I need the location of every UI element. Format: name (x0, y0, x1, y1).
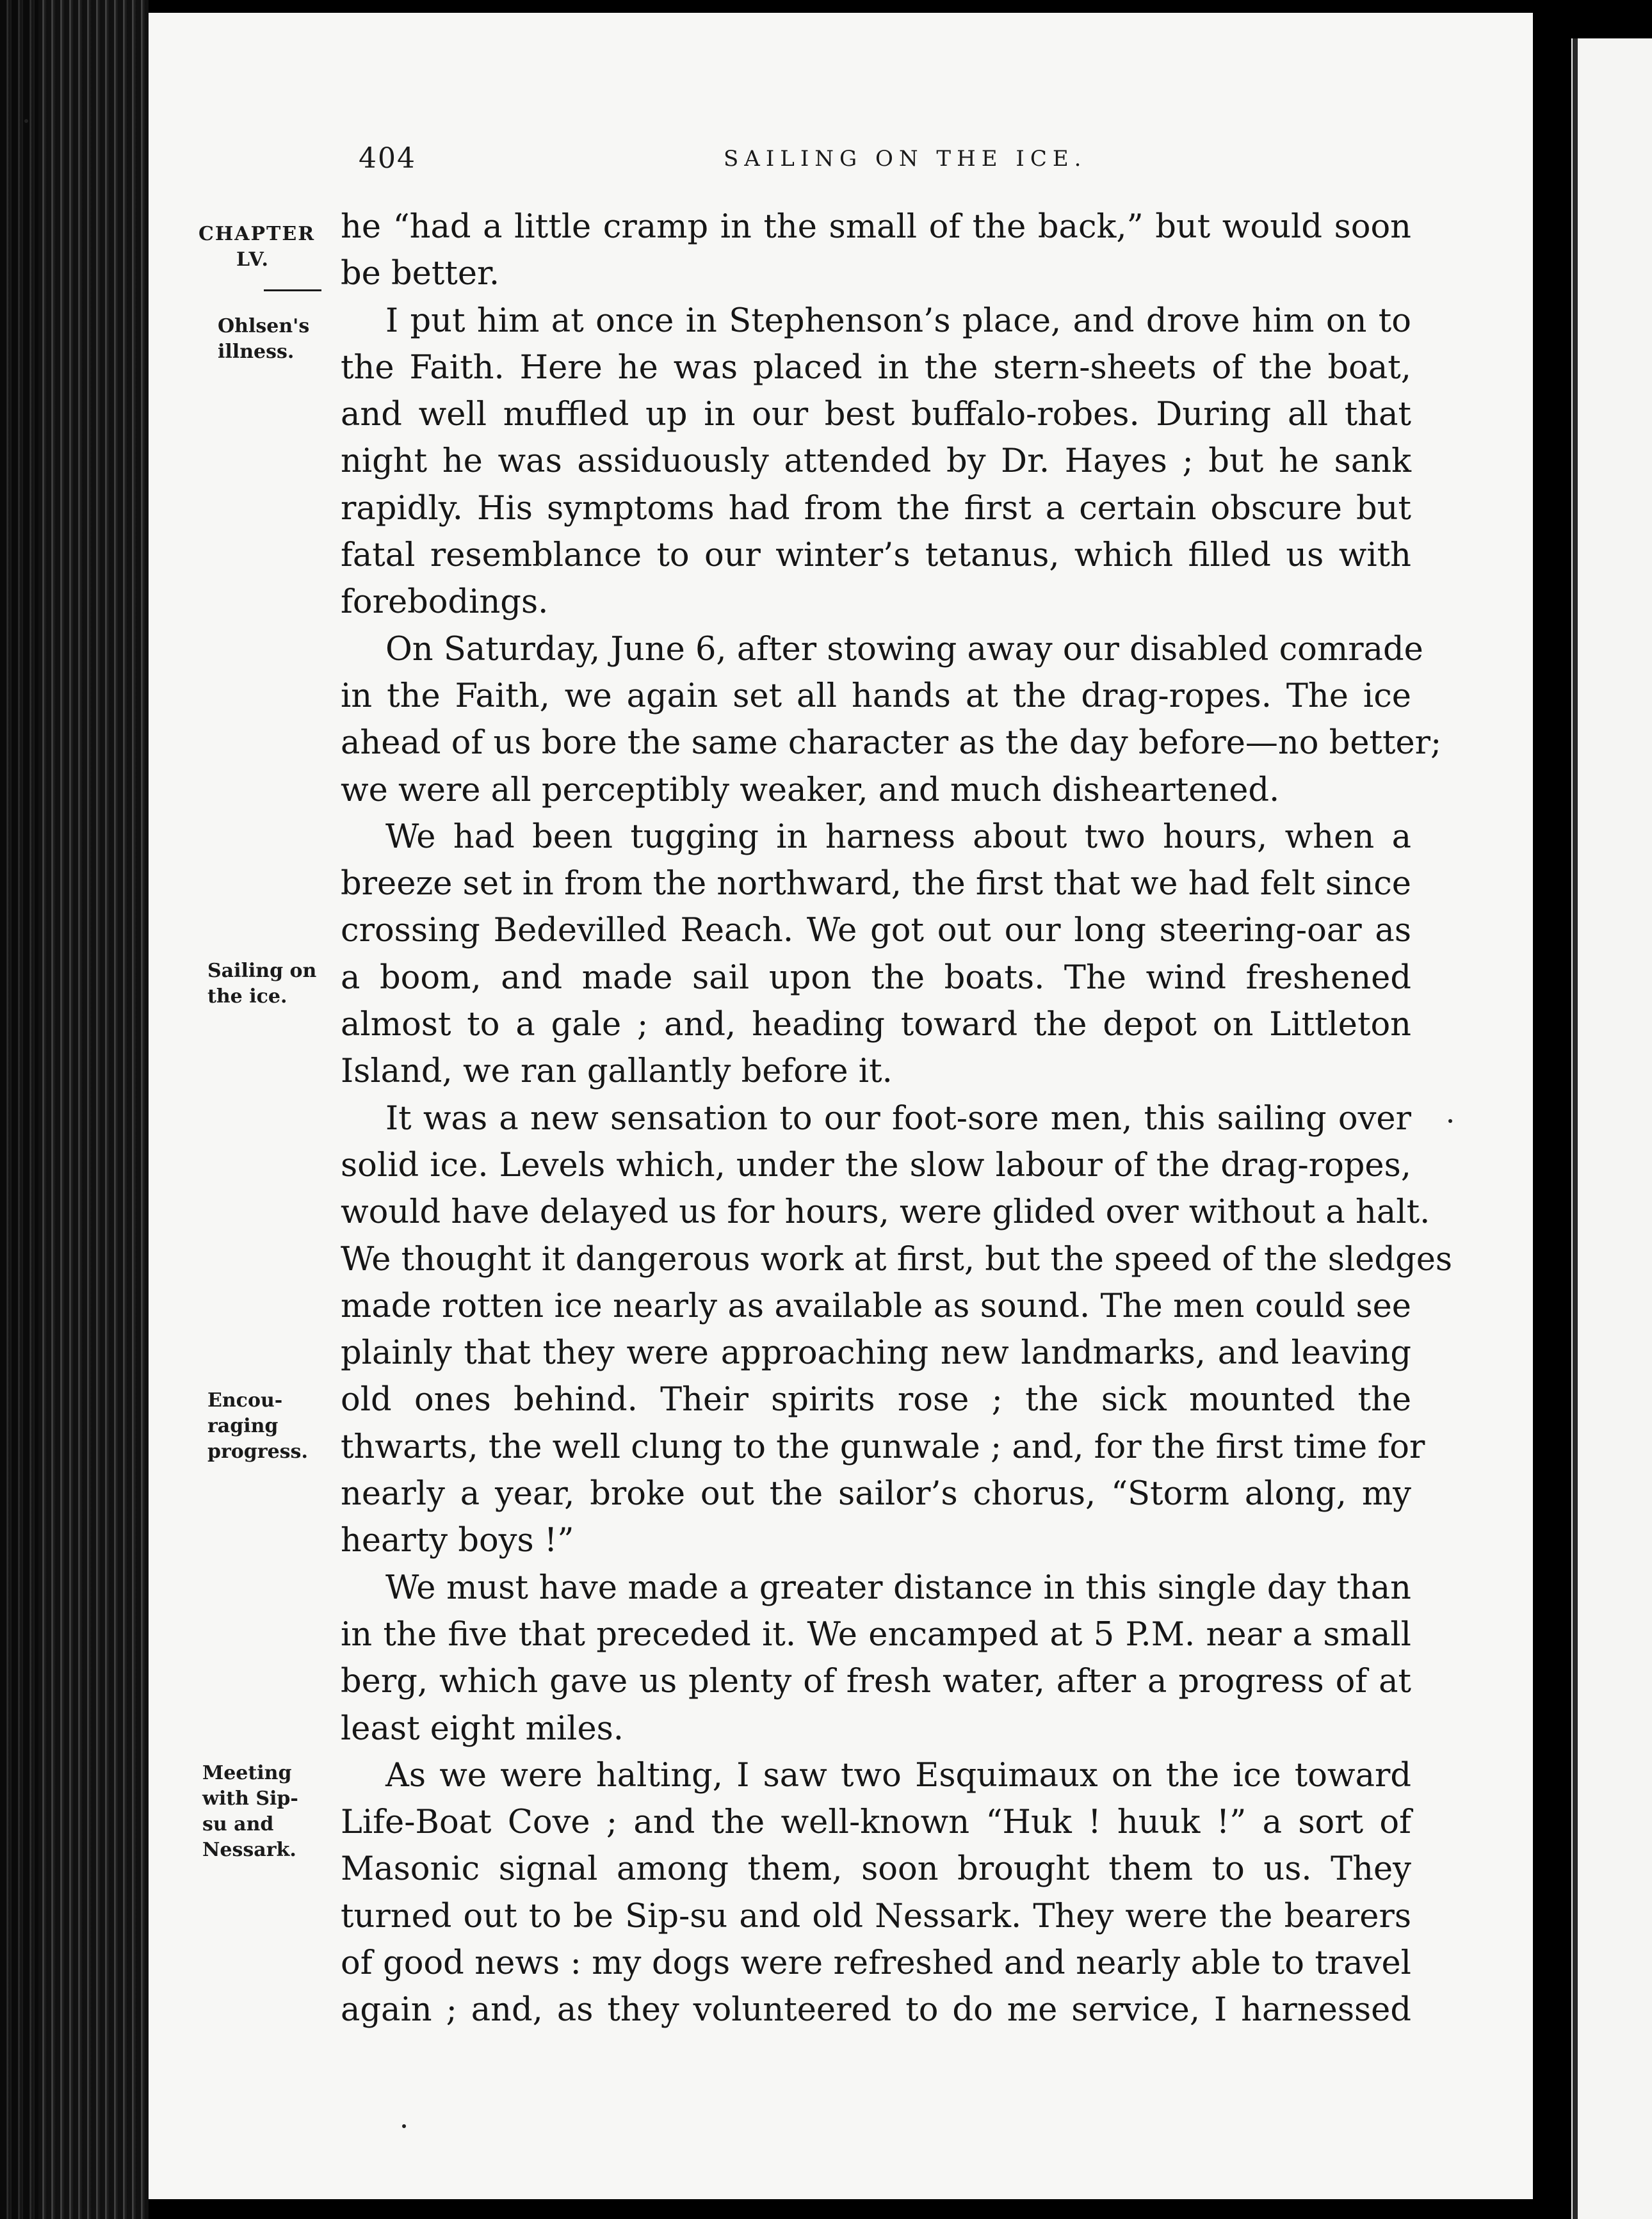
text-line: crossing Bedevilled Reach. We got out our long steering-oar as (341, 912, 1411, 950)
margin-note-sailing-on-ice (207, 958, 348, 1010)
text-line: berg, which gave us plenty of fresh water, after a progress of at (341, 1663, 1411, 1701)
margin-note-line: progress. (207, 1440, 308, 1463)
text-line: hearty boys !” (341, 1522, 574, 1560)
text-line: We had been tugging in harness about two hours, when a (385, 818, 1411, 856)
ink-speck (24, 119, 28, 123)
text-line: rapidly. His symptoms had from the first a certain obscure but (341, 489, 1411, 528)
text-line: least eight miles. (341, 1709, 624, 1748)
margin-note-line: Nessark. (202, 1839, 296, 1861)
text-line: forebodings. (341, 583, 549, 622)
text-line: I put him at once in Stephenson’s place, and drove him on to (385, 302, 1411, 340)
text-line: plainly that they were approaching new landmarks, and leaving (341, 1334, 1411, 1373)
text-line: Island, we ran gallantly before it. (341, 1053, 893, 1091)
text-line: in the five that preceded it. We encamped at 5 P.M. near a small (341, 1615, 1411, 1654)
text-line: a boom, and made sail upon the boats. The wind freshened (341, 958, 1411, 997)
text-line: night he was assiduously attended by Dr. Hayes ; but he sank (341, 442, 1411, 481)
book-page-edges (38, 0, 149, 2219)
text-line: On Saturday, June 6, after stowing away our disabled comrade (385, 630, 1423, 668)
text-line: made rotten ice nearly as available as sound. The men could see (341, 1287, 1411, 1325)
text-line: ahead of us bore the same character as the day before—no better; (341, 724, 1442, 763)
running-head (204, 142, 1420, 181)
margin-note-line: CHAPTER (198, 223, 316, 245)
text-line: nearly a year, broke out the sailor’s chorus, “Storm along, my (341, 1475, 1411, 1513)
text-line: of good news : my dogs were refreshed and nearly able to travel (341, 1944, 1411, 1982)
margin-note-line: Ohlsen's (218, 315, 310, 337)
text-line: solid ice. Levels which, under the slow labour of the drag-ropes, (341, 1146, 1411, 1184)
text-line: and well muffled up in our best buffalo-robes. During all that (341, 396, 1411, 434)
text-line: Masonic signal among them, soon brought them to us. They (341, 1850, 1411, 1889)
text-line: would have delayed us for hours, were glided over without a halt. (341, 1193, 1430, 1232)
text-line: in the Faith, we again set all hands at the drag-ropes. The ice (341, 677, 1411, 715)
margin-note-line: LV. (236, 248, 270, 271)
margin-note-line: the ice. (207, 985, 287, 1008)
chapter-rule (264, 289, 321, 291)
text-line: turned out to be Sip-su and old Nessark. They were the bearers (341, 1897, 1411, 1935)
margin-note-encouraging-progress (207, 1388, 348, 1465)
facing-page-edge (1571, 38, 1652, 2219)
text-line: old ones behind. Their spirits rose ; the sick mounted the (341, 1381, 1411, 1419)
page-gutter-gap (1533, 0, 1571, 2219)
text-line: the Faith. Here he was placed in the stern-sheets of the boat, (341, 348, 1411, 387)
margin-note-ohlsen-illness (218, 314, 359, 365)
facing-page-border (1573, 38, 1578, 2219)
text-line: It was a new sensation to our foot-sore men, this sailing over (385, 1099, 1411, 1138)
text-line: be better. (341, 255, 500, 293)
text-line: breeze set in from the northward, the first that we had felt since (341, 865, 1411, 903)
ink-speck (402, 2124, 406, 2128)
text-line: almost to a gale ; and, heading toward the depot on Littleton (341, 1006, 1411, 1044)
margin-note-line: illness. (218, 341, 295, 363)
margin-note-line: with Sip- (202, 1787, 298, 1810)
text-line: We thought it dangerous work at first, but the speed of the sledges (341, 1240, 1453, 1279)
text-line: we were all perceptibly weaker, and much disheartened. (341, 771, 1280, 809)
body-text (341, 204, 1453, 2034)
margin-note-chapter (198, 222, 316, 273)
text-line: thwarts, the well clung to the gunwale ; and, for the first time for (341, 1428, 1425, 1466)
running-title: SAILING ON THE ICE. (724, 146, 1087, 172)
margin-note-line: Sailing on (207, 960, 317, 982)
margin-note-meeting-sipsu-nessark (202, 1761, 343, 1863)
text-line: he “had a little cramp in the small of the back,” but would soon (341, 208, 1411, 246)
text-line: We must have made a greater distance in this single day than (385, 1569, 1411, 1607)
text-line: fatal resemblance to our winter’s tetanus, which filled us with (341, 537, 1411, 575)
ink-speck (1448, 1119, 1452, 1123)
margin-note-line: Meeting (202, 1762, 292, 1784)
margin-note-line: raging (207, 1415, 279, 1437)
text-line: again ; and, as they volunteered to do me service, I harnessed (341, 1991, 1411, 2029)
margin-note-line: Encou- (207, 1389, 283, 1412)
text-line: As we were halting, I saw two Esquimaux on the ice toward (385, 1756, 1411, 1795)
page-number: 404 (359, 142, 416, 175)
text-line: Life-Boat Cove ; and the well-known “Huk ! huuk !” a sort of (341, 1803, 1411, 1842)
margin-note-line: su and (202, 1813, 274, 1836)
